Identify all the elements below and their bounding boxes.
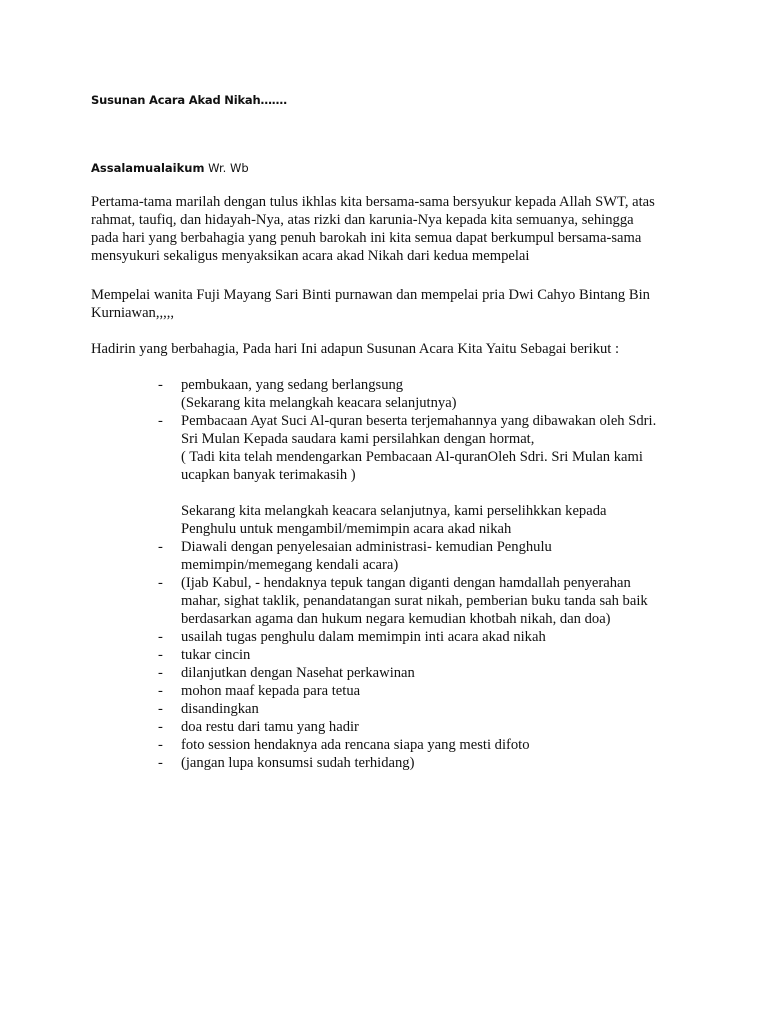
paragraph-line: Pertama-tama marilah dengan tulus ikhlas kita bersama-sama bersyukur kepada Allah SWT, atas bbox=[91, 194, 655, 210]
list-item bbox=[0, 754, 768, 772]
dash-bullet: - bbox=[158, 683, 163, 699]
paragraph-line: rahmat, taufiq, dan hidayah-Nya, atas rizki dan karunia-Nya kepada kita semuanya, sehingga bbox=[91, 212, 634, 228]
paragraph-line: Kurniawan,,,,, bbox=[91, 305, 175, 321]
couple-paragraph bbox=[91, 286, 650, 322]
opening-paragraph bbox=[91, 193, 655, 265]
dash-bullet: - bbox=[158, 539, 163, 555]
dash-bullet: - bbox=[158, 575, 163, 591]
list-item bbox=[0, 502, 768, 538]
item-line: memimpin/memegang kendali acara) bbox=[181, 557, 399, 573]
dash-bullet: - bbox=[158, 701, 163, 717]
paragraph-line: Hadirin yang berbahagia, Pada hari Ini adapun Susunan Acara Kita Yaitu Sebagai berikut : bbox=[91, 341, 620, 357]
item-line: Diawali dengan penyelesaian administrasi- kemudian Penghulu bbox=[181, 539, 552, 555]
list-item bbox=[0, 718, 768, 736]
dash-bullet: - bbox=[158, 665, 163, 681]
item-line: Pembacaan Ayat Suci Al-quran beserta terjemahannya yang dibawakan oleh Sdri. bbox=[181, 413, 657, 429]
item-line: pembukaan, yang sedang berlangsung bbox=[181, 377, 404, 393]
list-item bbox=[0, 664, 768, 682]
item-line: dilanjutkan dengan Nasehat perkawinan bbox=[181, 665, 415, 681]
item-line: usailah tugas penghulu dalam memimpin inti acara akad nikah bbox=[181, 629, 546, 645]
item-line: Sri Mulan Kepada saudara kami persilahkan dengan hormat, bbox=[181, 431, 535, 447]
item-line: (Sekarang kita melangkah keacara selanjutnya) bbox=[181, 395, 457, 411]
blank-line bbox=[0, 484, 768, 502]
dash-bullet: - bbox=[158, 737, 163, 753]
intro-paragraph bbox=[91, 340, 619, 358]
list-item bbox=[0, 736, 768, 754]
item-line: doa restu dari tamu yang hadir bbox=[181, 719, 359, 735]
list-item bbox=[0, 412, 768, 484]
item-line: mohon maaf kepada para tetua bbox=[181, 683, 361, 699]
paragraph-line: Mempelai wanita Fuji Mayang Sari Binti purnawan dan mempelai pria Dwi Cahyo Bintang Bin bbox=[91, 287, 650, 303]
list-item bbox=[0, 574, 768, 628]
item-line: Penghulu untuk mengambil/memimpin acara akad nikah bbox=[181, 521, 512, 537]
agenda-list bbox=[0, 376, 768, 772]
paragraph-line: mensyukuri sekaligus menyaksikan acara akad Nikah dari kedua mempelai bbox=[91, 248, 530, 264]
item-line: disandingkan bbox=[181, 701, 259, 717]
item-line: ( Tadi kita telah mendengarkan Pembacaan Al-quranOleh Sdri. Sri Mulan kami bbox=[181, 449, 643, 465]
list-item bbox=[0, 646, 768, 664]
dash-bullet: - bbox=[158, 719, 163, 735]
item-line: Sekarang kita melangkah keacara selanjutnya, kami perselihkkan kepada bbox=[181, 503, 607, 519]
list-item bbox=[0, 628, 768, 646]
item-line: tukar cincin bbox=[181, 647, 251, 663]
dash-bullet: - bbox=[158, 647, 163, 663]
greeting bbox=[91, 161, 249, 175]
list-item bbox=[0, 700, 768, 718]
dash-bullet: - bbox=[158, 629, 163, 645]
paragraph-line: pada hari yang berbahagia yang penuh barokah ini kita semua dapat berkumpul bersama-sama bbox=[91, 230, 642, 246]
item-line: ucapkan banyak terimakasih ) bbox=[181, 467, 356, 483]
dash-bullet: - bbox=[158, 377, 163, 393]
dash-bullet: - bbox=[158, 413, 163, 429]
document-title: Susunan Acara Akad Nikah……. bbox=[91, 93, 288, 107]
item-line: mahar, sighat taklik, penandatangan surat nikah, pemberian buku tanda sah baik bbox=[181, 593, 648, 609]
greeting-salam: Assalamualaikum bbox=[91, 161, 205, 175]
item-line: berdasarkan agama dan hukum negara kemudian khotbah nikah, dan doa) bbox=[181, 611, 611, 627]
item-line: foto session hendaknya ada rencana siapa yang mesti difoto bbox=[181, 737, 530, 753]
list-item bbox=[0, 538, 768, 574]
greeting-rest: Wr. Wb bbox=[204, 161, 249, 175]
dash-bullet: - bbox=[158, 755, 163, 771]
item-line: (jangan lupa konsumsi sudah terhidang) bbox=[181, 755, 415, 771]
list-item bbox=[0, 376, 768, 412]
item-line: (Ijab Kabul, - hendaknya tepuk tangan diganti dengan hamdallah penyerahan bbox=[181, 575, 631, 591]
list-item bbox=[0, 682, 768, 700]
